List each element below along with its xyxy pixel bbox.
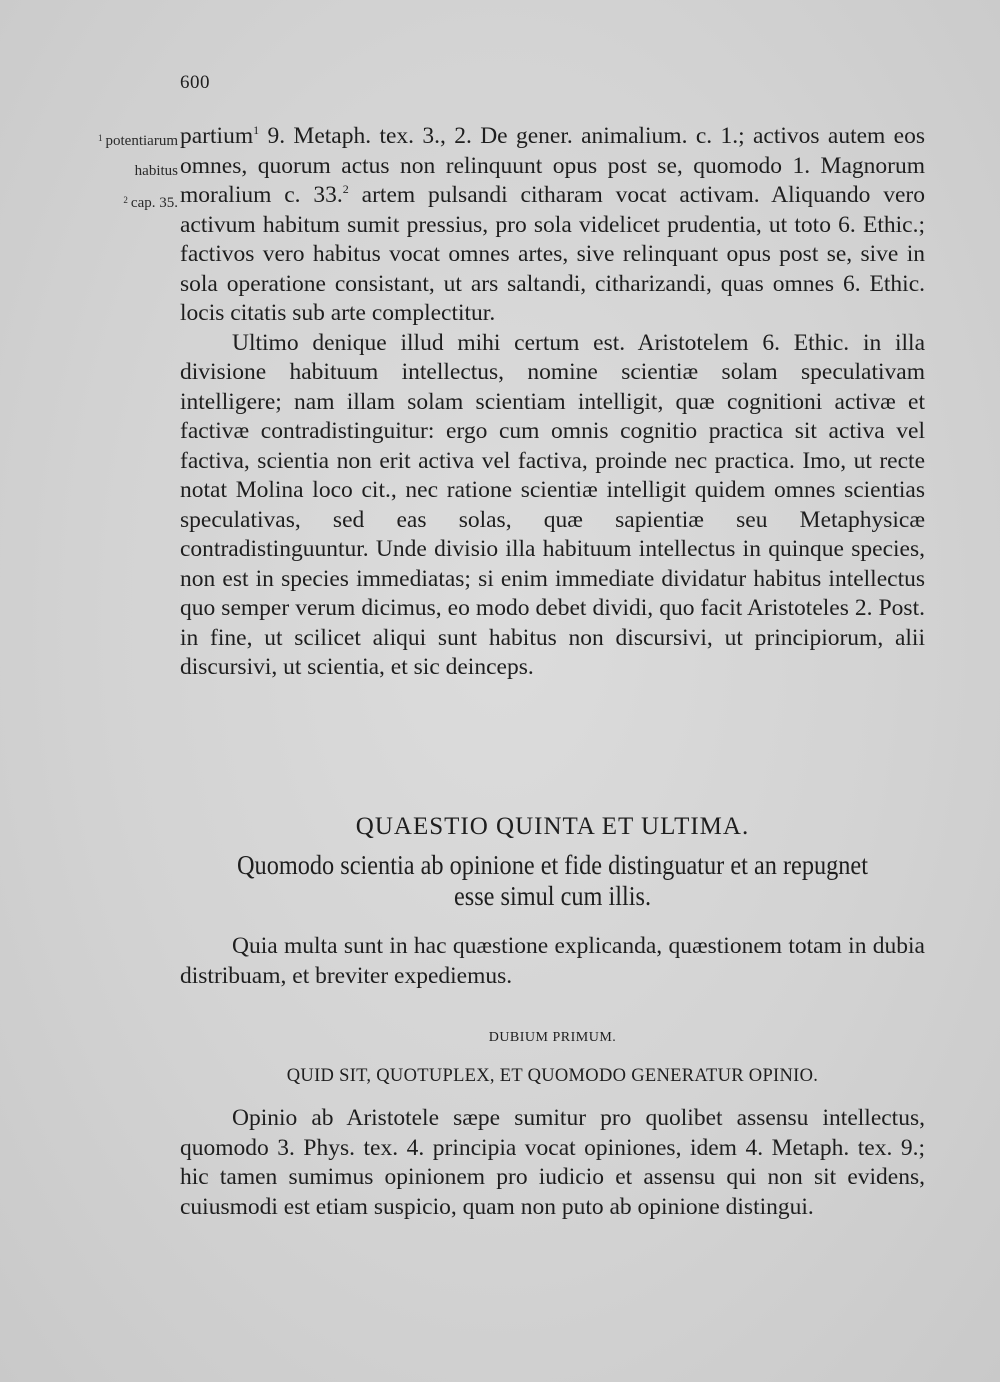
body-text-middle bbox=[180, 932, 925, 991]
margin-note bbox=[0, 157, 178, 187]
text-segment: artem pulsandi citharam vocat activam. Aliquando vero activum habitum sumit pressius, pro sola videlicet prudentia, ut toto 6. Ethic.; factivos vero habitus vocat omnes artes, sive relinquant opus post se, sive in sola operatione consistant, ut ars saltandi, citharizandi, quas omnes 6. Ethic. locis citatis sub arte complectitur. bbox=[180, 182, 925, 326]
text-segment: partium bbox=[180, 123, 254, 149]
text-segment: 9. Metaph. tex. 3., 2. De gener. animalium. c. 1.; activos autem eos omnes, quorum actus non relinquunt opus post se, quomodo 1. Magnorum moralium c. 33. bbox=[180, 123, 925, 208]
footnote-mark: 1 bbox=[253, 123, 260, 137]
paragraph-opinio: Opinio ab Aristotele sæpe sumitur pro quolibet assensu intellectus, quomodo 3. Phys. tex. 4. principia vocat opiniones, idem 4. Metaph. tex. 9.; hic tamen sumimus opinionem pro iudicio et assensu qui non sit evidens, cuiusmodi est etiam suspicio, quam non puto ab opinione distingui. bbox=[180, 1105, 925, 1220]
margin-notes bbox=[0, 124, 178, 219]
footnote-mark: 2 bbox=[342, 182, 349, 196]
section-subtitle-line: esse simul cum illis. bbox=[453, 881, 652, 911]
paragraph-ultimo: Ultimo denique illud mihi certum est. Aristotelem 6. Ethic. in illa divisione habituum intellectus, nomine scientiæ solam speculativam intelligere; nam illam solam scientiam intelligit, quæ cognitioni activæ et factivæ contradistinguitur: ergo cum omnis cognitio practica sit activa vel factiva, scientia non erit activa vel factiva, proinde nec practica. Imo, ut recte notat Molina loco cit., nec ratione scientiæ intelligit quidem omnes scientias speculativas, sed eas solas, quæ sapientiæ seu Metaphysicæ contradistinguuntur. Unde divisio illa habituum intellectus in quinque species, non est in species immediatas; si enim immediate dividatur habitus intellectus quo semper verum dicimus, eo modo debet dividi, quo facit Aristoteles 2. Post. in fine, ut scilicet aliqui sunt habitus non discursivi, ut principiorum, alii discursivi, ut scientia, et sic deinceps. bbox=[180, 329, 925, 680]
paragraph-continued bbox=[180, 122, 925, 329]
dubium-label: DUBIUM PRIMUM. bbox=[488, 1030, 617, 1045]
body-text-bottom bbox=[180, 1104, 925, 1222]
body-text-top bbox=[180, 122, 925, 683]
margin-note-mark: 1 bbox=[98, 133, 103, 143]
margin-note-mark: 2 bbox=[123, 195, 128, 205]
margin-note bbox=[0, 124, 178, 157]
section-title: QUAESTIO QUINTA ET ULTIMA. bbox=[355, 813, 750, 840]
margin-note-text: potentiarum bbox=[105, 133, 178, 149]
margin-note-text: habitus bbox=[134, 162, 178, 179]
section-subtitle-line: Quomodo scientia ab opinione et fide distinguatur et an repugnet bbox=[237, 850, 868, 880]
paragraph-quia: Quia multa sunt in hac quæstione explicanda, quæstionem totam in dubia distribuam, et breviter expediemus. bbox=[180, 933, 925, 989]
margin-note-text: cap. 35. bbox=[130, 195, 178, 211]
dubium-heading: QUID SIT, QUOTUPLEX, ET QUOMODO GENERATUR OPINIO. bbox=[286, 1066, 819, 1086]
margin-note bbox=[0, 186, 178, 219]
section-subtitle bbox=[217, 850, 888, 912]
page-number: 600 bbox=[180, 72, 210, 93]
